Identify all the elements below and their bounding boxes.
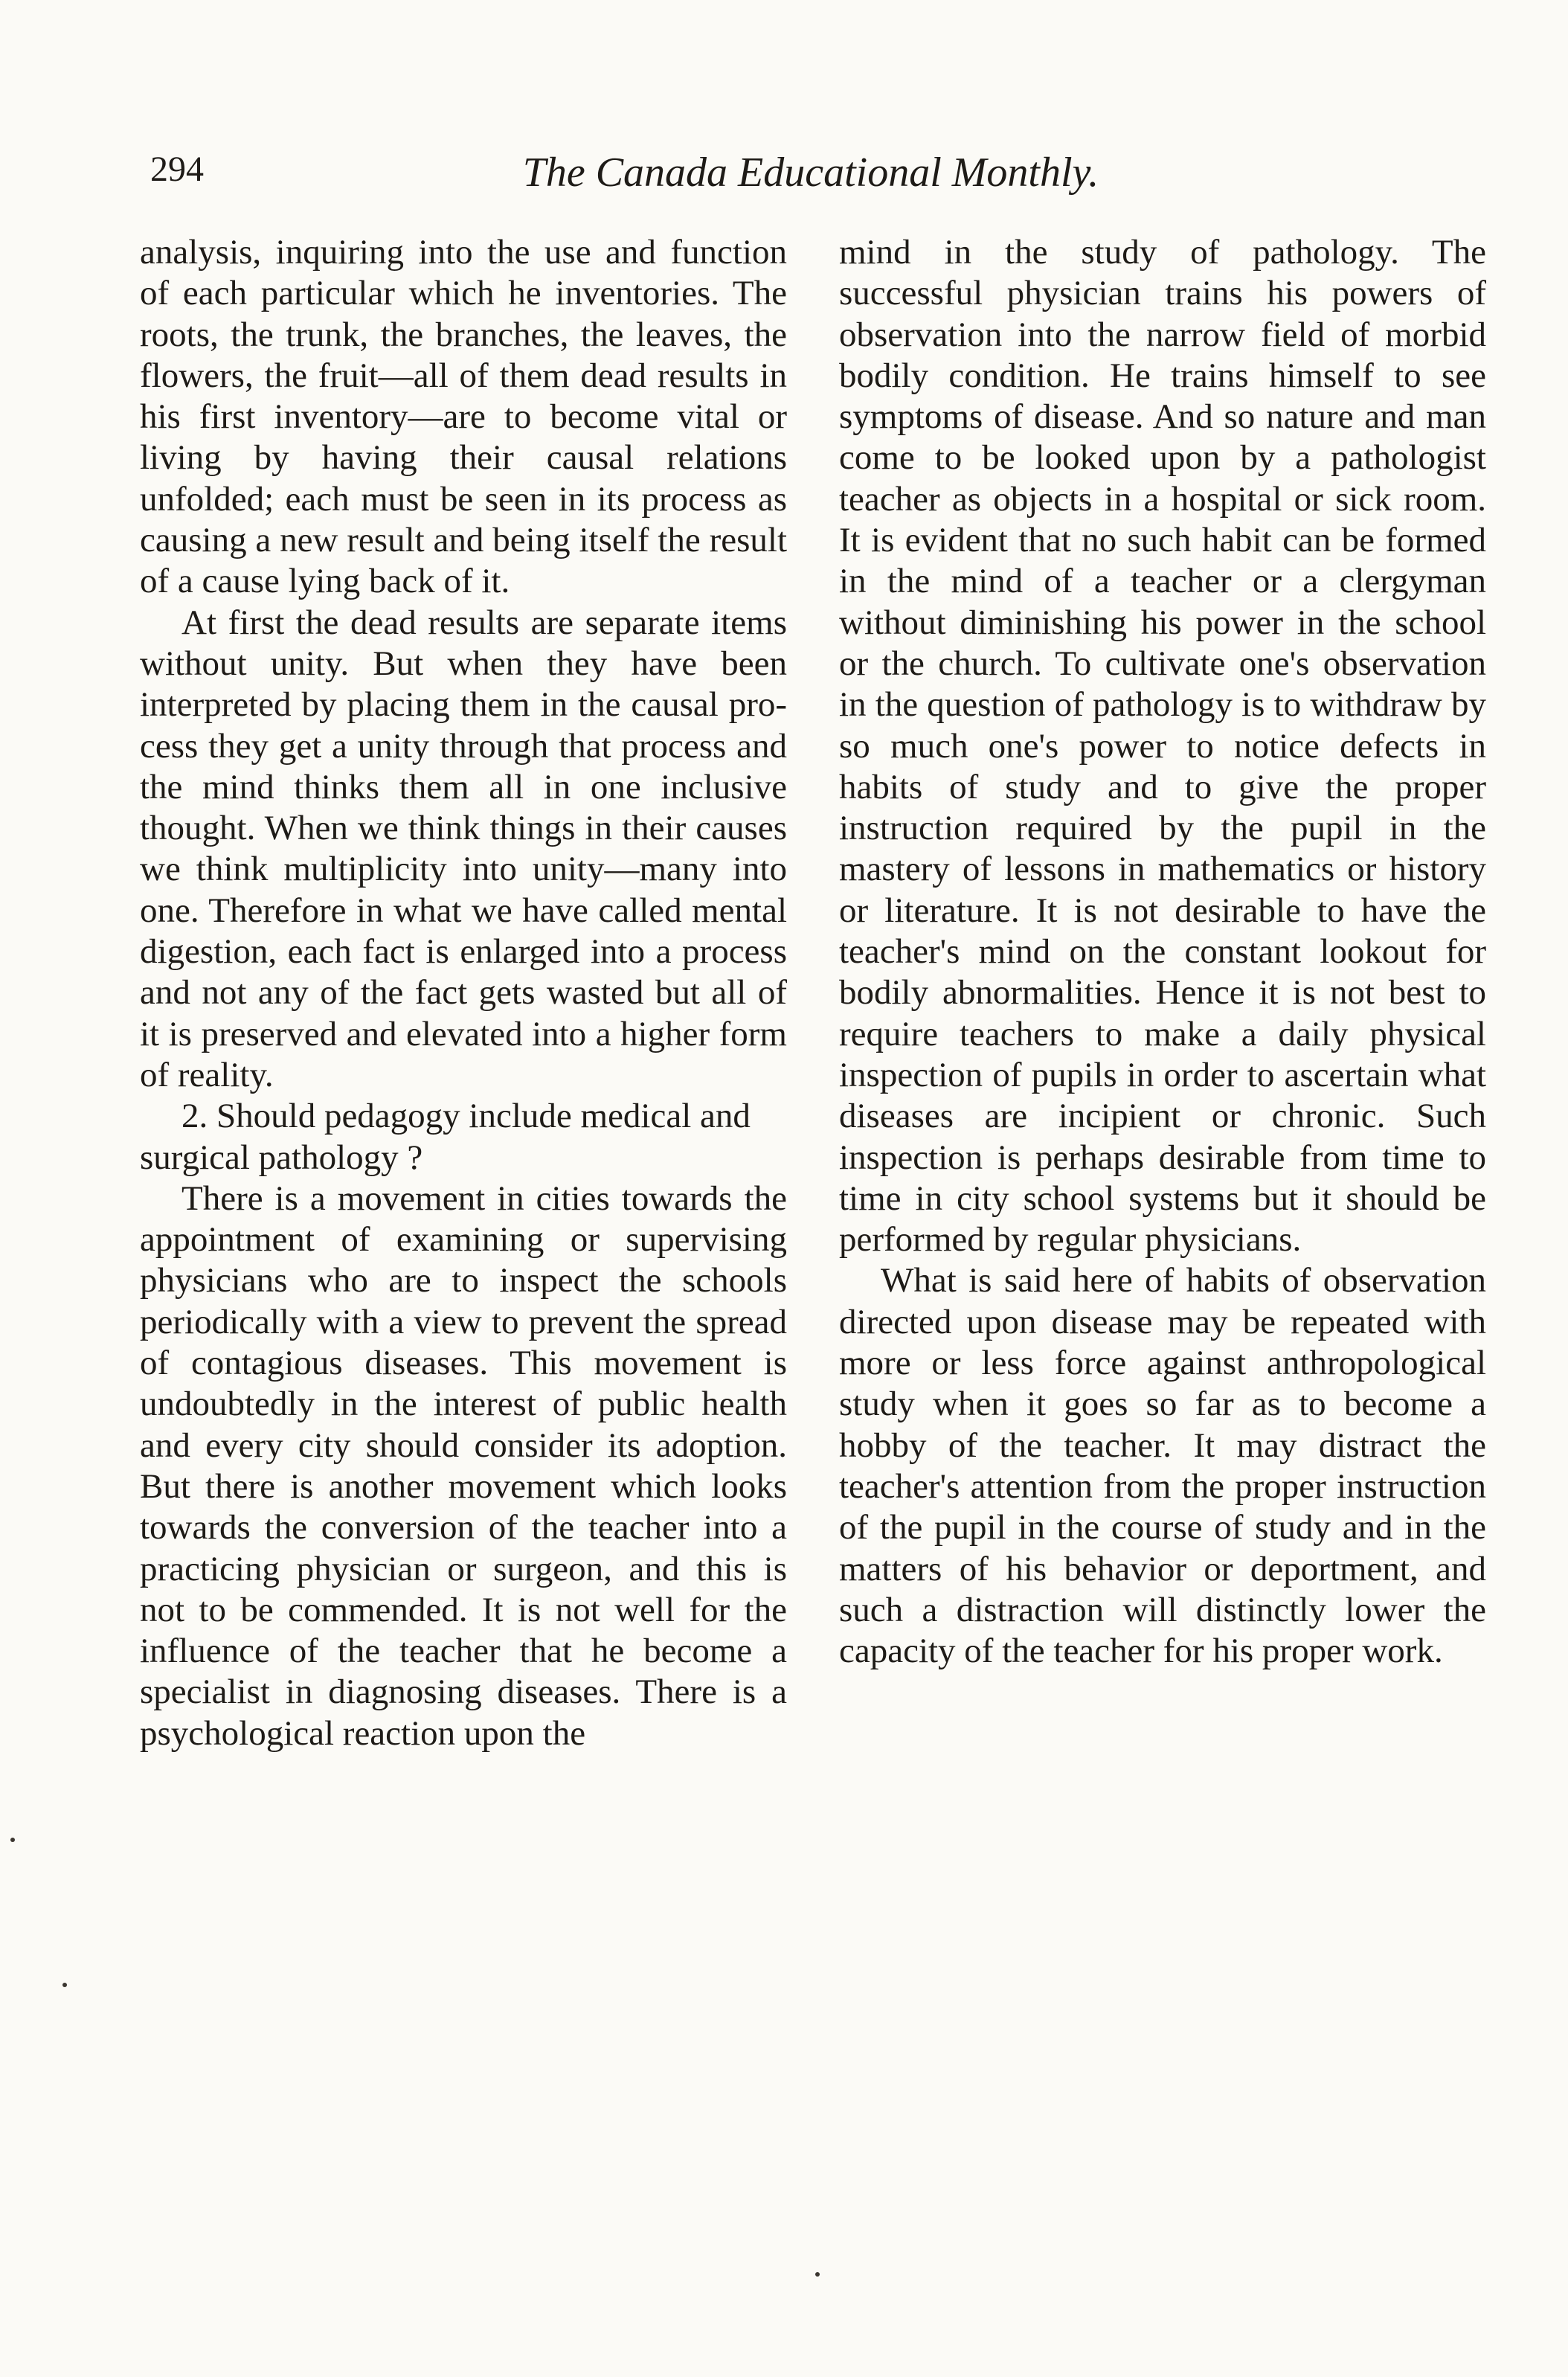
paragraph: analysis, inquiring into the use and function of each particular which he inventories. The roots, the trunk, the branches, the leaves, the flowers, the fruit—all of them dead results in his first inventory—are to become vital or living by having their causal relations unfolded; each must be seen in its process as causing a new result and being itself the result of a cause lying back of it. [140, 233, 787, 601]
scan-speck [10, 1838, 15, 1842]
paragraph: There is a movement in cities towards the appointment of examining or supervising physicians who are to inspect the schools periodically with a view to prevent the spread of contagious diseases. This movement is undoubtedly in the interest of public health and every city should consider its adoption. But there is another movement which looks towards the conversion of the teacher into a practicing physician or surgeon, and this is not to be commended. It is not well for the influence of the teacher that he become a specialist in diagnosing diseases. There is a psychological reaction upon the [140, 1178, 787, 1753]
page-number: 294 [150, 150, 204, 189]
page-header [141, 149, 1480, 208]
paragraph: mind in the study of pathology. The successful physician trains his powers of observation into the narrow field of morbid bodily condition. He trains himself to see symptoms of disease. And so nature and man come to be looked upon by a pathologist teacher as objects in a hospital or sick room. It is evident that no such habit can be formed in the mind of a teacher or a clergyman without diminishing his power in the school or the church. To cultivate one's observation in the question of pathology is to withdraw by so much one's power to notice defects in habits of study and to give the proper instruction required by the pupil in the mastery of lessons in mathematics or history or literature. It is not desirable to have the teacher's mind on the constant lookout for bodily abnormalities. Hence it is not best to require teachers to make a daily physical inspection of pupils in order to ascertain what diseases are incipient or chronic. Such inspection is perhaps desirable from time to time in city school systems but it should be performed by regular physicians. [839, 233, 1486, 1260]
running-title: The Canada Educational Monthly. [522, 150, 1099, 196]
scan-speck [815, 2272, 820, 2277]
paragraph: At first the dead results are separate items without unity. But when they have been interpreted by placing them in the causal process they get a unity through that process and the mind thinks them all in one inclusive thought. When we think things in their causes we think multiplicity into unity—many into one. Therefore in what we have called mental digestion, each fact is enlarged into a process and not any of the fact gets wasted but all of it is preserved and elevated into a higher form of reality. [140, 603, 787, 1094]
scan-speck [62, 1983, 67, 1987]
section-question: 2. Should pedagogy include medical and surgical pathology ? [140, 1097, 751, 1177]
paragraph: What is said here of habits of observation directed upon disease may be repeated with more or less force against anthropological study when it goes so far as to become a hobby of the teacher. It may distract the teacher's attention from the proper instruction of the pupil in the course of study and in the matters of his behavior or deportment, and such a distraction will distinctly lower the capacity of the teacher for his proper work. [839, 1261, 1486, 1671]
right-column [839, 232, 1486, 1672]
left-column [140, 232, 787, 1754]
